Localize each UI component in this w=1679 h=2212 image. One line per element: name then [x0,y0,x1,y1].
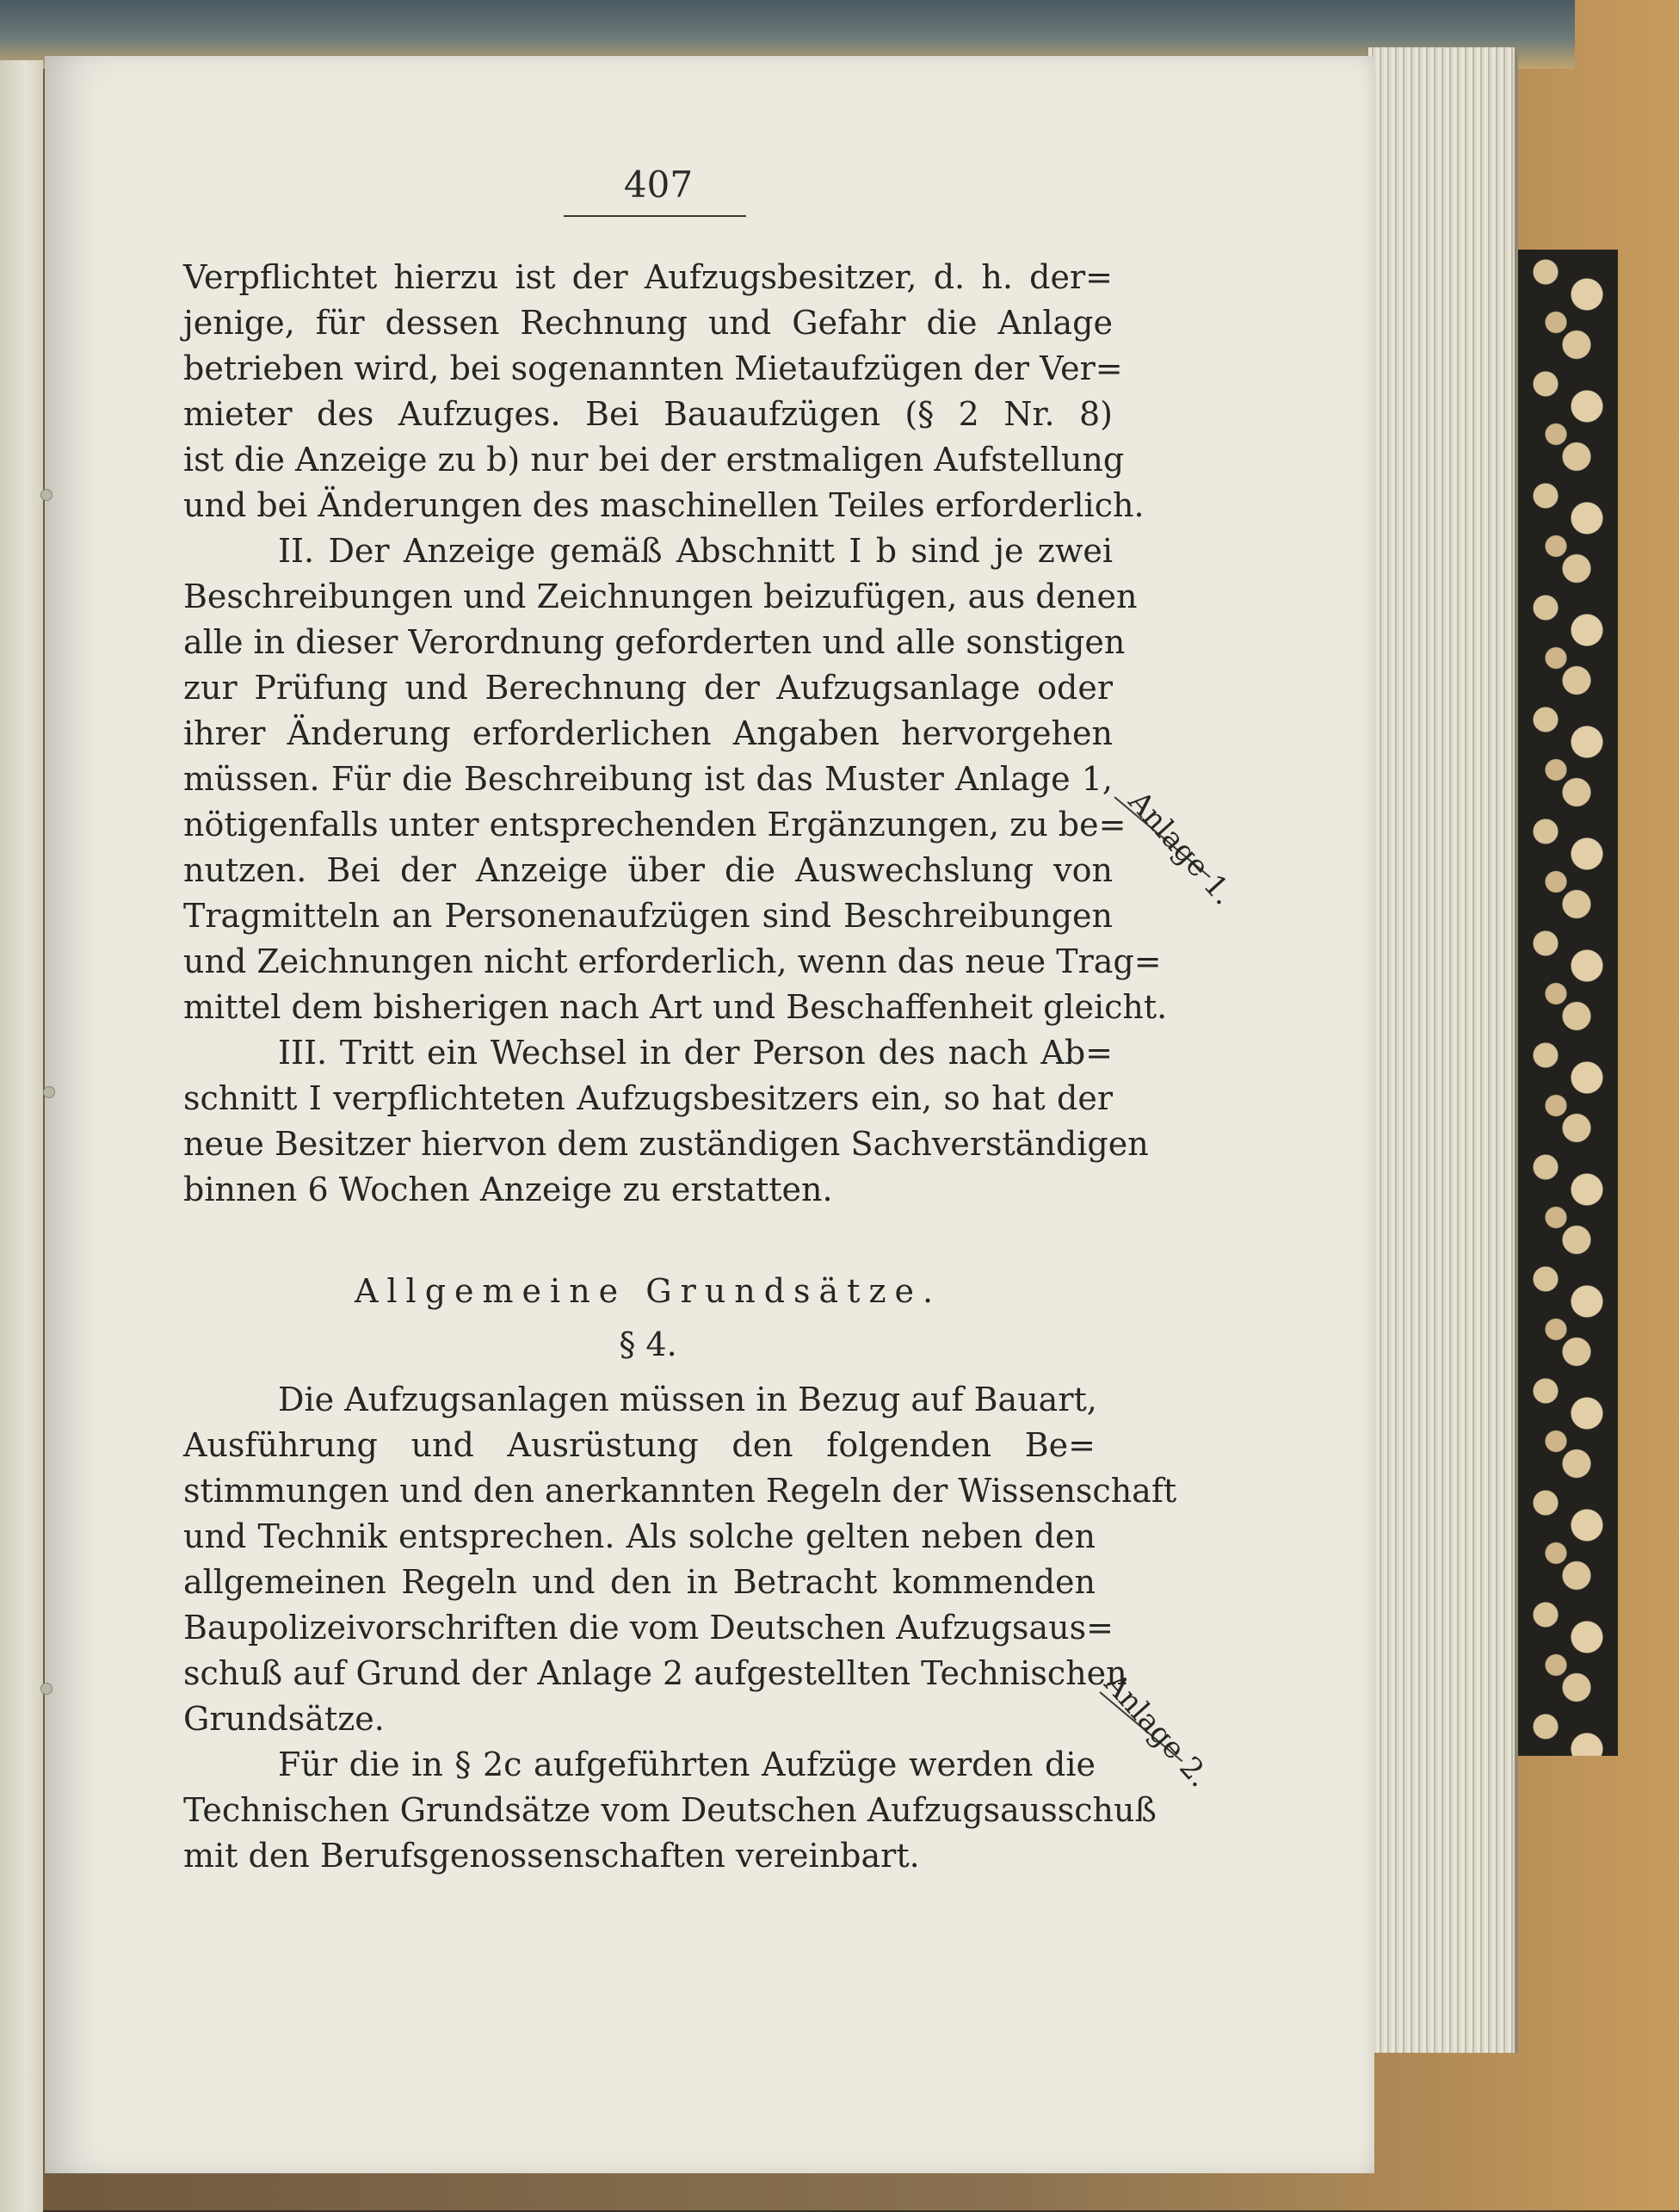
binding-thread-mark [43,1086,55,1098]
text-line: mit den Berufsgenossenschaften vereinbart. [183,1837,920,1875]
text-line: Für die in § 2c aufgeführten Aufzüge werden die [278,1746,1096,1783]
section-number: § 4. [619,1325,677,1363]
text-line: Die Aufzugsanlagen müssen in Bezug auf Bauart, [278,1381,1097,1418]
text-line: Beschreibungen und Zeichnungen beizufügen, aus denen [183,578,1138,615]
header-rule [564,215,746,217]
text-line: binnen 6 Wochen Anzeige zu erstatten. [183,1171,833,1208]
text-line: jenige, für dessen Rechnung und Gefahr die Anlage [183,304,1113,342]
text-line: schuß auf Grund der Anlage 2 aufgestellten Technischen [183,1654,1127,1692]
page-stack-edges [1368,47,1518,2053]
binding-thread-mark [40,489,52,501]
text-line: III. Tritt ein Wechsel in der Person des nach Ab= [278,1034,1113,1072]
text-line: stimmungen und den anerkannten Regeln der Wissenschaft [183,1472,1177,1510]
previous-page-edge [0,60,43,2212]
text-line: Ausführung und Ausrüstung den folgenden Be= [183,1426,1096,1464]
text-line: mieter des Aufzuges. Bei Bauaufzügen (§ 2 Nr. 8) [183,395,1113,433]
text-line: Grundsätze. [183,1700,385,1738]
section-heading: Allgemeine Grundsätze. [354,1272,942,1310]
text-line: allgemeinen Regeln und den in Betracht kommenden [183,1563,1096,1601]
text-line: nutzen. Bei der Anzeige über die Auswechslung von [183,851,1113,889]
margin-note-anlage-1: Anlage 1. [1121,784,1241,912]
text-line: Technischen Grundsätze vom Deutschen Aufzugsausschuß [183,1791,1157,1829]
text-line: II. Der Anzeige gemäß Abschnitt I b sind je zwei [278,532,1113,570]
text-line: Baupolizeivorschriften die vom Deutschen Aufzugsaus= [183,1609,1114,1647]
text-line: schnitt I verpflichteten Aufzugsbesitzers ein, so hat der [183,1079,1113,1117]
text-line: und Zeichnungen nicht erforderlich, wenn das neue Trag= [183,942,1162,980]
text-line: Tragmitteln an Personenaufzügen sind Beschreibungen [183,897,1113,935]
text-line: ihrer Änderung erforderlichen Angaben hervorgehen [183,714,1113,752]
page-number: 407 [623,164,694,206]
text-line: betrieben wird, bei sogenannten Mietaufzügen der Ver= [183,349,1123,387]
text-line: ist die Anzeige zu b) nur bei der erstmaligen Aufstellung [183,441,1125,479]
text-line: und bei Änderungen des maschinellen Teiles erforderlich. [183,486,1145,524]
margin-note-anlage-2: Anlage 2. [1097,1666,1217,1795]
binding-thread-mark [40,1683,52,1695]
text-line: zur Prüfung und Berechnung der Aufzugsanlage oder [183,669,1113,707]
text-line: neue Besitzer hiervon dem zuständigen Sachverständigen [183,1125,1149,1163]
marbled-edge [1515,250,1618,1756]
text-line: mittel dem bisherigen nach Art und Beschaffenheit gleicht. [183,988,1168,1026]
body-text-block-1 [183,255,1168,1213]
text-line: Verpflichtet hierzu ist der Aufzugsbesitzer, d. h. der= [183,258,1113,296]
body-text-block-2 [183,1377,1177,1879]
text-line: nötigenfalls unter entsprechenden Ergänzungen, zu be= [183,806,1127,843]
text-line: müssen. Für die Beschreibung ist das Muster Anlage 1, [183,760,1113,798]
text-line: alle in dieser Verordnung geforderten und alle sonstigen [183,623,1126,661]
text-line: und Technik entsprechen. Als solche gelten neben den [183,1517,1096,1555]
